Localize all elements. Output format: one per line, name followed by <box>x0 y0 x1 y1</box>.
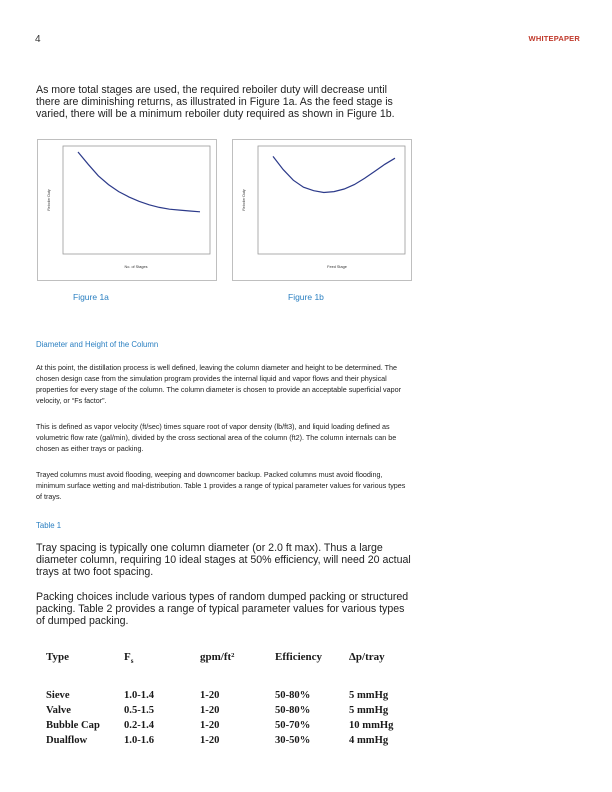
table-row <box>46 718 409 733</box>
paragraph-1: At this point, the distillation process is well defined, leaving the column diameter and height to be determined. The chosen design case from the simulation program provides the internal liquid and vapor flows and their physical properties for every stage of the column. The column diameter is chosen to provide an acceptable superficial vapor velocity, or “Fs factor”. <box>36 363 402 406</box>
cell-type: Dualflow <box>46 735 88 746</box>
cell-gpm: 1-20 <box>200 735 220 746</box>
x-axis-label: No. of Stages <box>124 265 148 269</box>
figure-1a-svg <box>38 140 216 280</box>
cell-dp: 5 mmHg <box>349 705 389 716</box>
fs-symbol: F <box>124 651 131 663</box>
cell-dp: 4 mmHg <box>349 735 389 746</box>
table-header-row <box>46 651 409 673</box>
cell-gpm: 1-20 <box>200 720 220 731</box>
figure-1a-caption: Figure 1a <box>73 292 109 302</box>
tray-parameter-table <box>46 651 409 748</box>
page-number: 4 <box>35 34 41 45</box>
cell-fs: 0.5-1.5 <box>124 705 155 716</box>
cell-fs: 0.2-1.4 <box>124 720 155 731</box>
col-header-gpm: gpm/ft² <box>200 651 235 663</box>
figure-1b-caption: Figure 1b <box>288 292 324 302</box>
cell-efficiency: 30-50% <box>275 735 311 746</box>
figure-1b-chart <box>232 139 412 281</box>
brand-label: WHITEPAPER <box>528 34 580 43</box>
cell-dp: 10 mmHg <box>349 720 394 731</box>
y-axis-label: Reboiler Duty <box>242 189 246 211</box>
table-row <box>46 703 409 718</box>
plot-frame <box>258 146 405 254</box>
table-1-label: Table 1 <box>36 521 62 530</box>
cell-efficiency: 50-70% <box>275 720 311 731</box>
paragraph-4: Tray spacing is typically one column diameter (or 2.0 ft max). Thus a large diameter column, requiring 10 ideal stages at 50% efficiency, will need 20 actual trays at two foot spacing. <box>36 542 411 578</box>
cell-gpm: 1-20 <box>200 705 220 716</box>
cell-fs: 1.0-1.4 <box>124 690 155 701</box>
paragraph-5: Packing choices include various types of random dumped packing or structured packing. Table 2 provides a range of typical parameter values for various types of dumped packing. <box>36 591 409 627</box>
intro-paragraph: As more total stages are used, the required reboiler duty will decrease until there are diminishing returns, as illustrated in Figure 1a. As the feed stage is varied, there will be a minimum reboiler duty required as shown in Figure 1b. <box>36 84 395 120</box>
table-row <box>46 733 409 748</box>
figure-1b-svg <box>233 140 411 280</box>
series-line <box>273 156 395 192</box>
x-axis-label: Feed Stage <box>327 265 347 269</box>
series-line <box>78 152 200 212</box>
paragraph-2: This is defined as vapor velocity (ft/sec) times square root of vapor density (lb/ft3), and liquid loading defined as volumetric flow rate (gal/min), divided by the cross sectional area of the column (ft2). The column internals can be chosen as either trays or packing. <box>36 422 397 454</box>
y-axis-label: Reboiler Duty <box>47 189 51 211</box>
cell-dp: 5 mmHg <box>349 690 389 701</box>
cell-efficiency: 50-80% <box>275 690 311 701</box>
col-header-type: Type <box>46 651 70 663</box>
cell-type: Sieve <box>46 690 70 701</box>
col-header-fs <box>124 651 200 673</box>
col-header-dp: Δp/tray <box>349 651 385 663</box>
cell-type: Valve <box>46 705 71 716</box>
section-heading: Diameter and Height of the Column <box>36 340 159 349</box>
col-header-efficiency: Efficiency <box>275 651 323 663</box>
cell-gpm: 1-20 <box>200 690 220 701</box>
table-row <box>46 688 409 703</box>
cell-type: Bubble Cap <box>46 720 100 731</box>
spacer-row <box>46 673 409 688</box>
figure-1a-chart <box>37 139 217 281</box>
cell-fs: 1.0-1.6 <box>124 735 155 746</box>
cell-efficiency: 50-80% <box>275 705 311 716</box>
fs-subscript: s <box>130 657 134 666</box>
paragraph-3: Trayed columns must avoid flooding, weeping and downcomer backup. Packed columns must avoid flooding, minimum surface wetting and mal-distribution. Table 1 provides a range of typical parameter values for various types of trays. <box>36 470 406 502</box>
